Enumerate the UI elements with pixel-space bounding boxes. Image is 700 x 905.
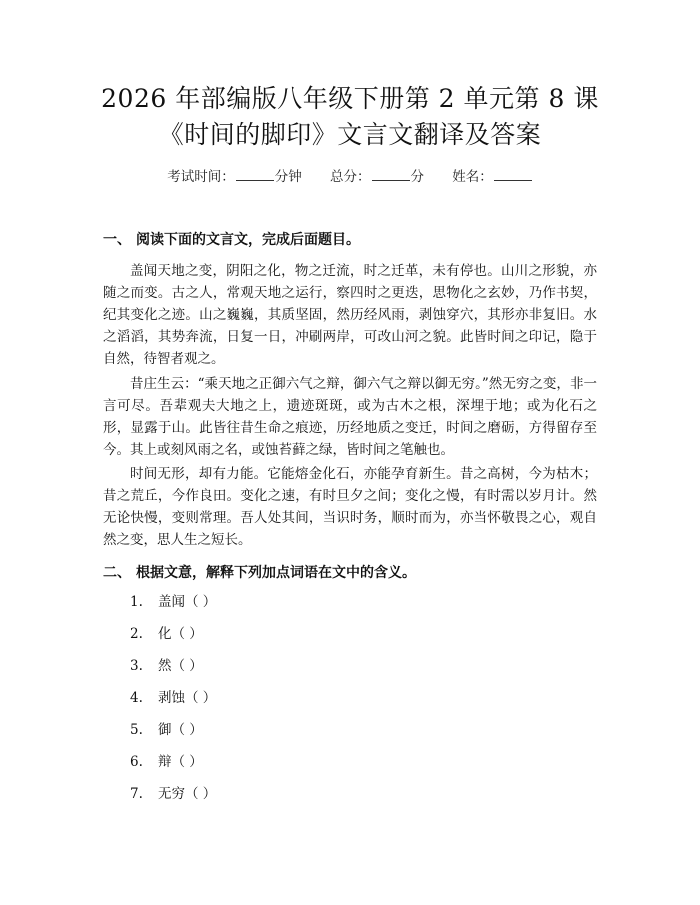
question-number: 3. — [130, 658, 143, 674]
section1-number: 一、 — [103, 232, 131, 248]
student-name-blank — [494, 168, 532, 181]
question-item — [130, 752, 203, 772]
question-text: 御（ ） — [158, 722, 203, 738]
question-number: 4. — [130, 690, 143, 706]
question-text: 无穷（ ） — [158, 786, 217, 802]
question-text: 盖闻（ ） — [158, 594, 217, 610]
exam-time-blank — [236, 168, 274, 181]
question-text: 化（ ） — [158, 626, 203, 642]
question-item — [130, 656, 203, 676]
section1-heading-text: 阅读下面的文言文，完成后面题目。 — [136, 232, 360, 248]
total-score-unit: 分 — [410, 169, 424, 185]
question-number: 1. — [130, 594, 143, 610]
total-score-label: 总分： — [330, 169, 371, 185]
question-number: 2. — [130, 626, 143, 642]
question-number: 6. — [130, 754, 143, 770]
passage-paragraph-2: 昔庄生云：“乘天地之正御六气之辩，御六气之辩以御无穷。”然无穷之变，非一言可尽。吾辈观夫大地之上，遗迹斑斑，或为古木之根，深埋于地；或为化石之形，显露于山。此皆往昔生命之痕迹，历经地质之变迁，时间之磨砺，方得留存至今。其上或刻风雨之名，或蚀苔藓之绿，皆时间之笔触也。 — [103, 376, 597, 458]
question-item — [130, 624, 203, 644]
passage-paragraph-1: 盖闻天地之变，阴阳之化，物之迁流，时之迁革，未有停也。山川之形貌，亦随之而变。古之人，常观天地之运行，察四时之更迭，思物化之玄妙，乃作书契，纪其变化之迹。山之巍巍，其质坚固，然历经风雨，剥蚀穿穴，其形亦非复旧。水之滔滔，其势奔流，日复一日，冲刷两岸，可改山河之貌。此皆时间之印记，隐于自然，待智者观之。 — [103, 263, 597, 367]
section2-heading-text: 根据文意，解释下列加点词语在文中的含义。 — [136, 565, 416, 581]
question-item — [130, 784, 216, 804]
question-item — [130, 592, 216, 612]
student-name-label: 姓名： — [452, 169, 493, 185]
question-text: 然（ ） — [158, 658, 203, 674]
exam-time-field — [167, 169, 306, 185]
exam-info-line — [0, 167, 700, 187]
passage-paragraph-3: 时间无形，却有力能。它能熔金化石，亦能孕育新生。昔之高树，今为枯木；昔之荒丘，今作良田。变化之速，有时旦夕之间；变化之慢，有时需以岁月计。然无论快慢，变则常理。吾人处其间，当识时务，顺时而为，亦当怀敬畏之心，观自然之变，思人生之短长。 — [103, 466, 597, 548]
exam-time-label: 考试时间： — [167, 169, 235, 185]
question-text: 剥蚀（ ） — [158, 690, 217, 706]
student-name-field — [452, 169, 533, 185]
exam-time-unit: 分钟 — [274, 169, 302, 185]
question-number: 5. — [130, 722, 143, 738]
question-item — [130, 720, 203, 740]
document-title-line2: 《时间的脚印》文言文翻译及答案 — [158, 120, 542, 149]
question-number: 7. — [130, 786, 143, 802]
total-score-field — [330, 169, 428, 185]
section2-number: 二、 — [103, 565, 131, 581]
question-item — [130, 688, 216, 708]
section2-heading — [103, 563, 416, 583]
question-text: 辩（ ） — [158, 754, 203, 770]
total-score-blank — [372, 168, 410, 181]
document-title-line1: 2026 年部编版八年级下册第 2 单元第 8 课 — [101, 84, 599, 113]
section1-heading — [103, 230, 360, 250]
